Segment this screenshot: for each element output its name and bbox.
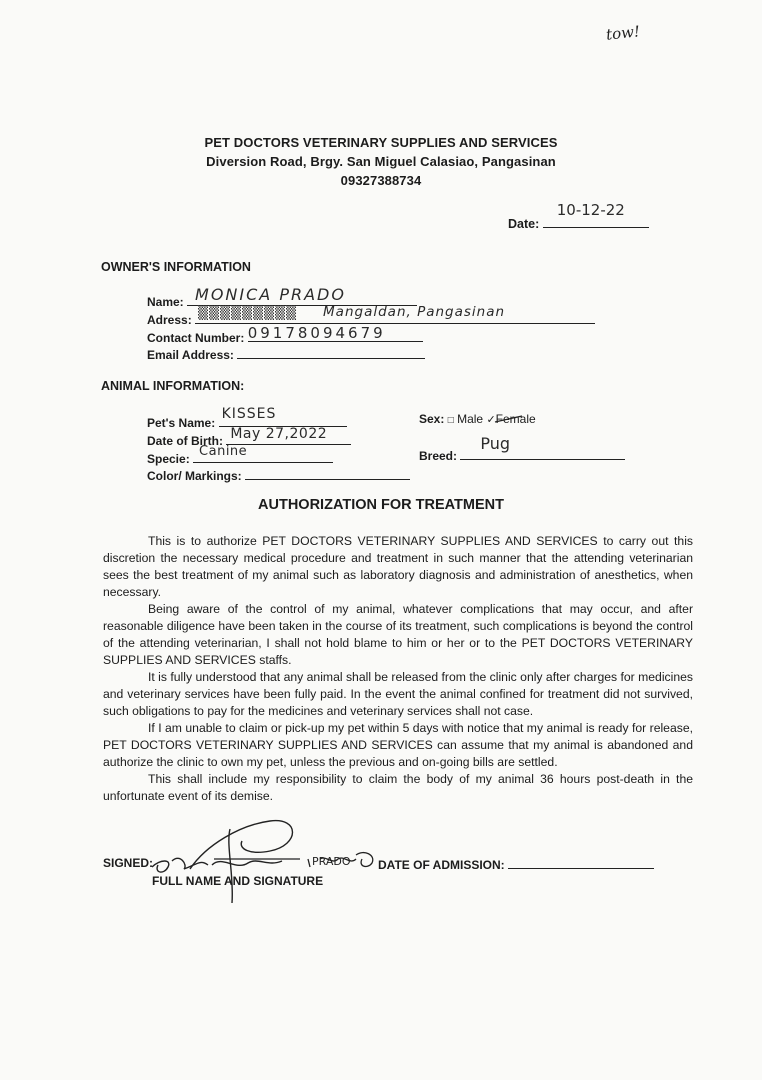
male-checkbox[interactable]: □ (447, 415, 454, 426)
date-of-admission-field (378, 856, 654, 872)
owner-info-title: OWNER'S INFORMATION (101, 260, 251, 274)
owner-email-line[interactable] (237, 345, 425, 359)
owner-contact-field (147, 324, 423, 345)
dob-value: May 27,2022 (230, 426, 328, 442)
owner-contact-label: Contact Number: (147, 331, 245, 345)
female-checkbox-checked[interactable]: ✓ (486, 414, 496, 426)
authorization-paragraph: If I am unable to claim or pick-up my pet within 5 days with notice that my animal is ready for release, PET DOCTORS VETERINARY SUPPLIES AND SERVICES can assume that my animal is abandoned and authorize the clinic to own my pet, unless the previous and on-going bills are settled. (103, 721, 693, 769)
owner-address-label: Adress: (147, 313, 192, 327)
dob-label: Date of Birth: (147, 434, 223, 448)
owner-address-value: Mangaldan, Pangasinan (323, 304, 506, 320)
clinic-phone: 09327388734 (340, 173, 422, 188)
owner-contact-line[interactable] (247, 324, 423, 342)
sex-field (419, 412, 536, 426)
authorization-paragraph: It is fully understood that any animal shall be released from the clinic only after charges for medicines and veterinary services have been fully paid. In the event the animal confined for treatment did not survived, such obligations to pay for the medicines and veterinary services shall not case. (103, 670, 693, 718)
date-of-admission-label: DATE OF ADMISSION: (378, 858, 505, 872)
authorization-paragraph: This is to authorize PET DOCTORS VETERINARY SUPPLIES AND SERVICES to carry out this discretion the necessary medical procedure and treatment in such manner that the attending veterinarian sees the best treatment of my animal such as laboratory diagnosis and administration of anesthetics, when necessary. (103, 534, 693, 599)
breed-value: Pug (480, 434, 511, 453)
date-value: 10-12-22 (556, 201, 625, 219)
breed-line[interactable] (460, 434, 625, 460)
breed-field (419, 434, 625, 463)
strike-mark (494, 414, 524, 424)
specie-label: Specie: (147, 452, 190, 466)
owner-email-field (147, 345, 425, 362)
date-field (508, 201, 649, 231)
sex-female-option-wrapper (486, 412, 535, 426)
specie-field (147, 444, 333, 466)
breed-label: Breed: (419, 449, 458, 463)
handwritten-signature (150, 815, 380, 905)
sex-male-option: Male (457, 412, 484, 426)
clinic-address: Diversion Road, Brgy. San Miguel Calasiao, Pangasinan (206, 154, 556, 169)
specie-line[interactable] (193, 444, 333, 463)
color-markings-field (147, 466, 410, 483)
authorization-paragraph: This shall include my responsibility to claim the body of my animal 36 hours post-death in the unfortunate event of its demise. (103, 772, 693, 803)
owner-address-line[interactable] (195, 304, 595, 324)
date-label: Date: (508, 217, 540, 231)
sex-label: Sex: (419, 412, 445, 426)
clinic-header (0, 133, 762, 190)
specie-value: Canine (199, 444, 248, 459)
authorization-body (103, 533, 693, 805)
signed-label: SIGNED: (103, 856, 154, 870)
authorization-title: AUTHORIZATION FOR TREATMENT (258, 497, 504, 513)
dob-line[interactable] (226, 426, 351, 445)
dob-field (147, 426, 351, 448)
color-markings-label: Color/ Markings: (147, 469, 242, 483)
color-markings-line[interactable] (245, 466, 410, 480)
animal-info-title: ANIMAL INFORMATION: (101, 379, 245, 393)
pet-name-label: Pet's Name: (147, 416, 216, 430)
owner-contact-value: 09178094679 (247, 324, 386, 342)
pet-name-line[interactable] (219, 406, 347, 427)
owner-email-label: Email Address: (147, 348, 234, 362)
owner-name-label: Name: (147, 295, 184, 309)
owner-name-value: MONICA PRADO (195, 285, 346, 304)
scribbled-text: ▒▒▒▒▒▒▒▒▒ (198, 306, 298, 321)
date-line[interactable] (543, 201, 649, 228)
sex-female-option: Female (495, 412, 536, 426)
pet-name-value: KISSES (221, 406, 277, 422)
authorization-paragraph: Being aware of the control of my animal, whatever complications that may occur, and after reasonable diligence have been taken in the course of its treatment, such complications is beyond the control of the attending veterinarian, I shall not hold blame to him or her or to the PET DOCTORS VETERINARY SUPPLIES AND SERVICES staffs. (103, 602, 693, 667)
date-of-admission-line[interactable] (508, 856, 654, 869)
signature-caption: FULL NAME AND SIGNATURE (152, 874, 324, 888)
clinic-name: PET DOCTORS VETERINARY SUPPLIES AND SERVICES (204, 135, 558, 150)
corner-handwritten-note: tow! (605, 22, 641, 44)
signature-handwriting-text: PRADO (312, 855, 351, 868)
